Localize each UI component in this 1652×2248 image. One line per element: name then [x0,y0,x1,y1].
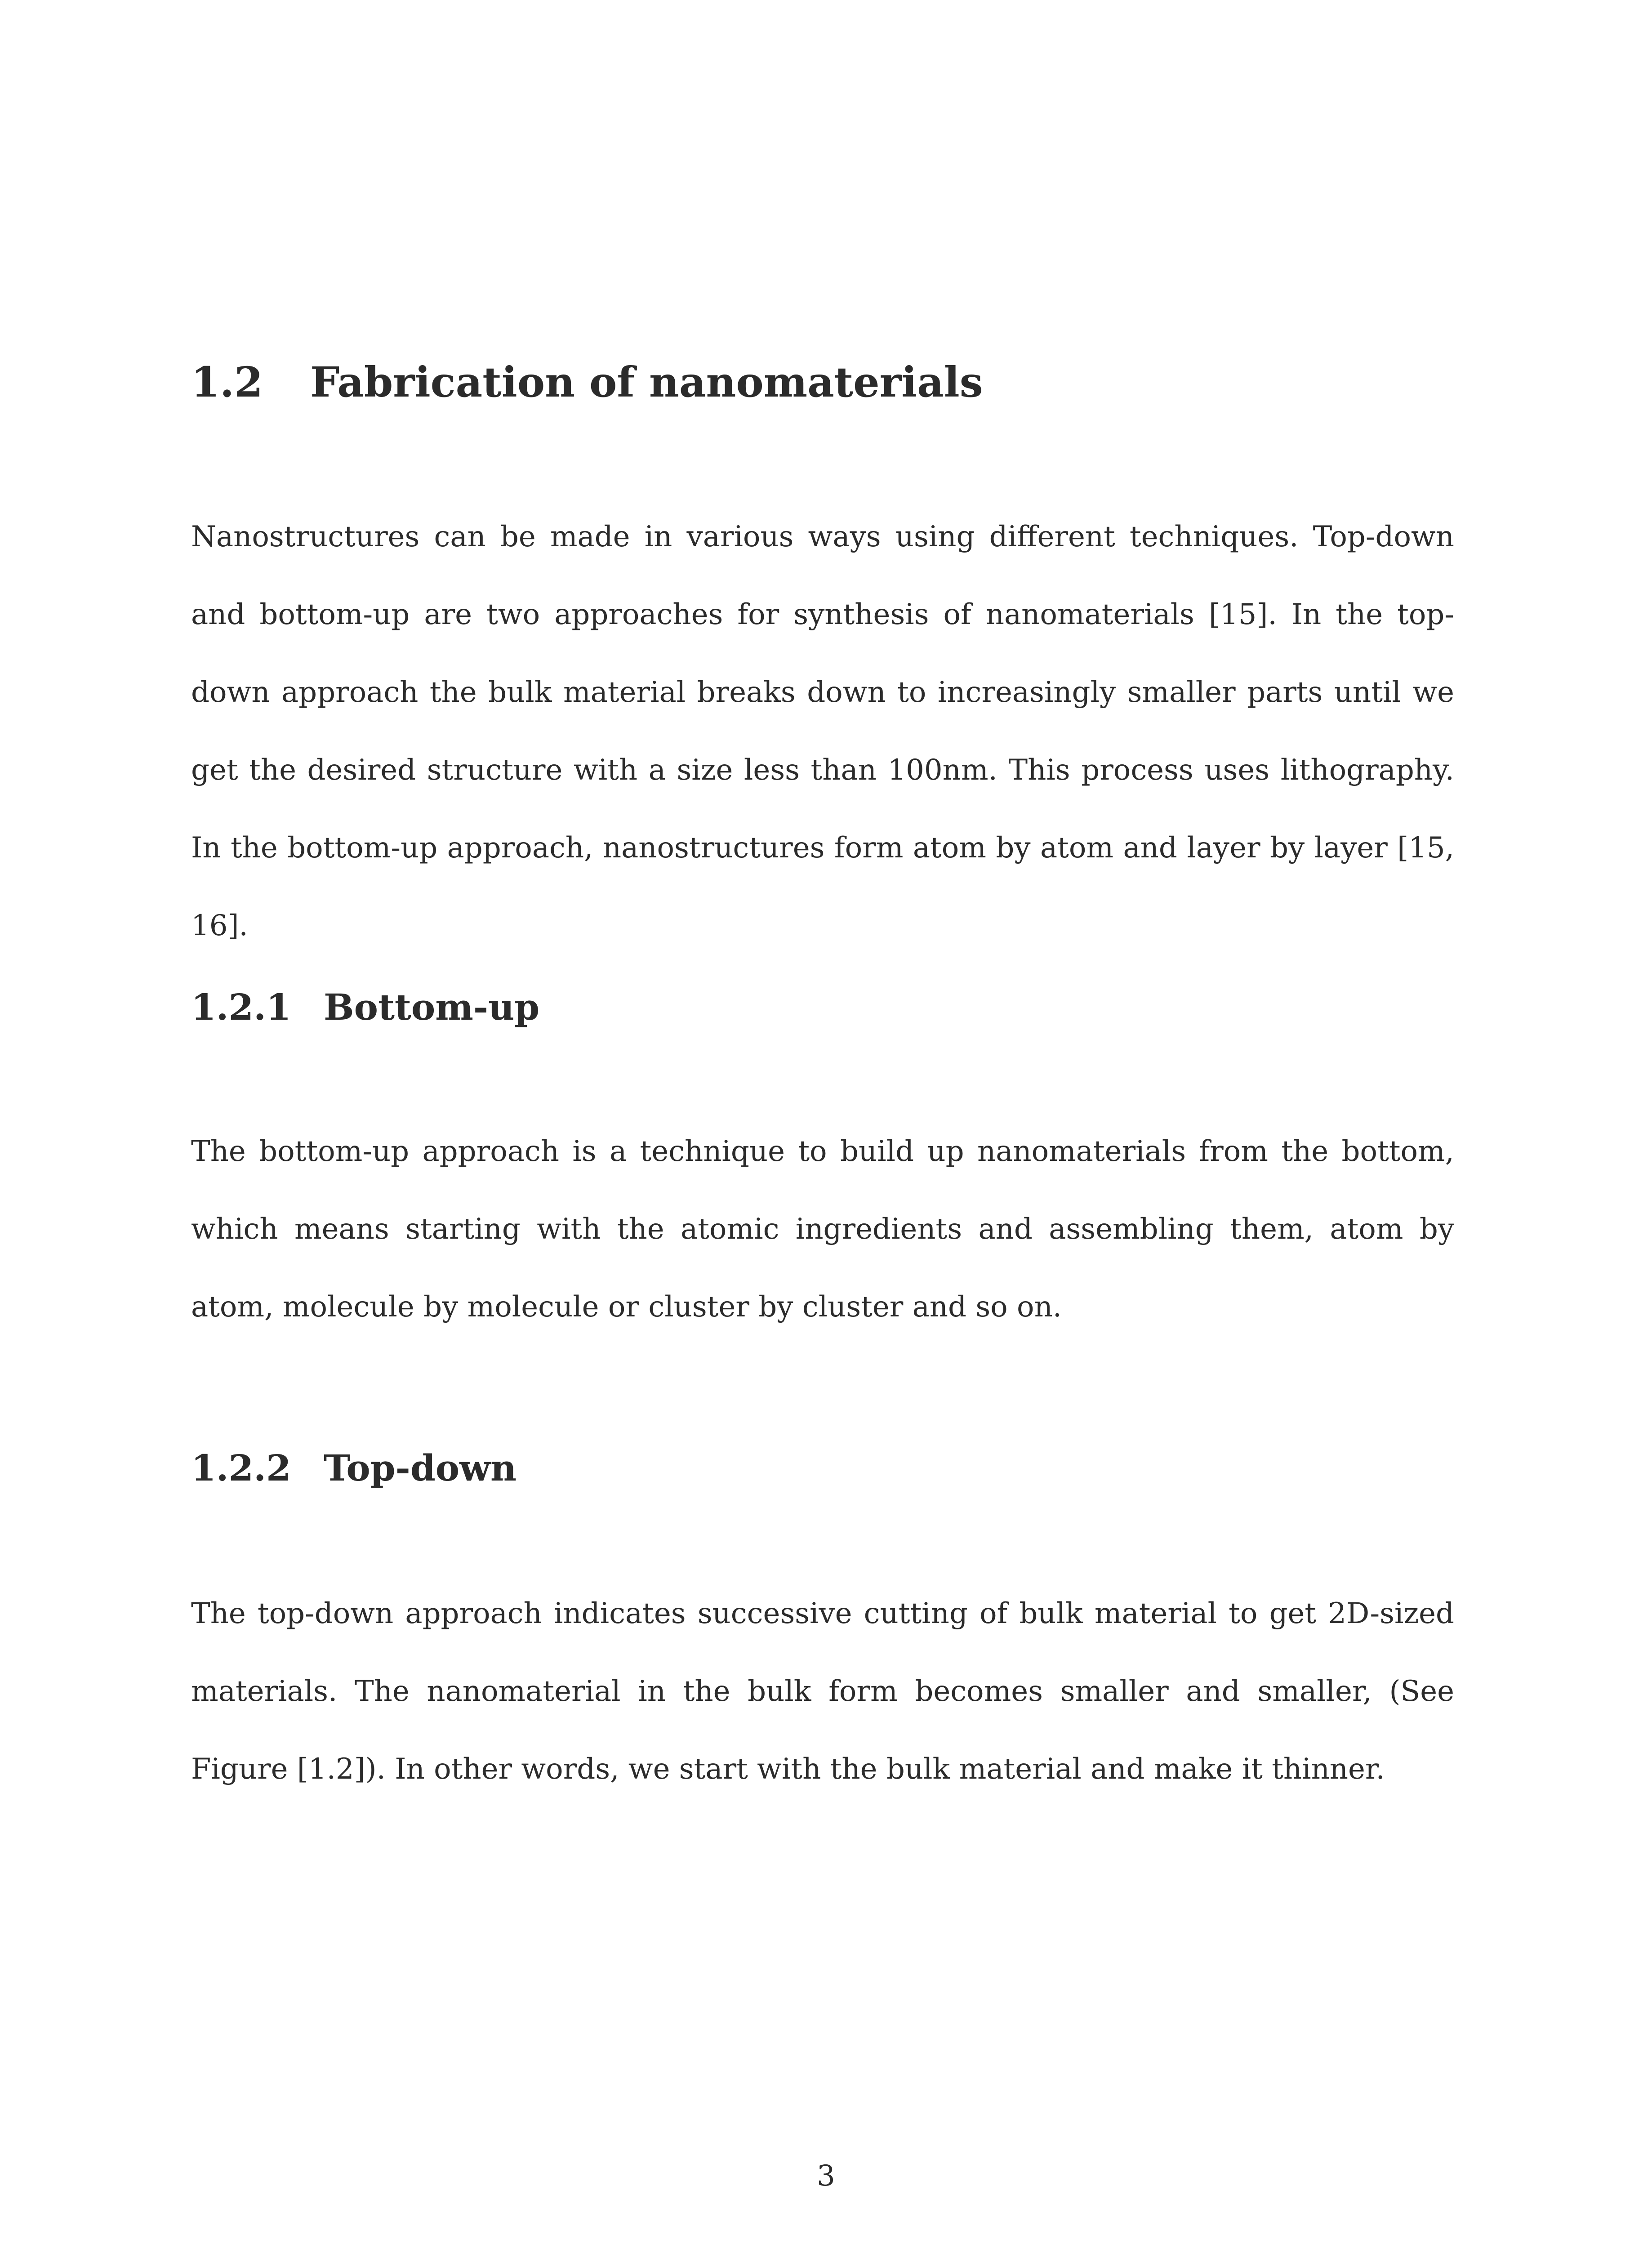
subsection-number: 1.2.2 [191,1447,291,1489]
subsection-title: Bottom-up [324,986,540,1028]
top-down-paragraph: The top-down approach indicates successive cutting of bulk material to get 2D-sized materials. The nanomaterial in the bulk form becomes smaller and smaller, (See Figure [1.2]). In other words, we start with the bulk material and make it thinner. [191,1597,1454,1786]
subsection-number: 1.2.1 [191,986,291,1028]
section-heading [191,355,1454,409]
page-number: 3 [817,2159,835,2193]
bottom-up-paragraph: The bottom-up approach is a technique to build up nanomaterials from the bottom, which means starting with the atomic ingredients and assembling them, atom by atom, molecule by molecule or cluster by cluster and so on. [191,1135,1454,1324]
section-number: 1.2 [191,358,263,406]
subsection-heading-top-down [191,1443,1454,1493]
section-title: Fabrication of nanomaterials [310,358,983,406]
subsection-heading-bottom-up [191,982,1454,1032]
section-paragraph: Nanostructures can be made in various ways using different techniques. Top-down and bottom-up are two approaches for synthesis of nanomaterials [15]. In the top-down approach the bulk material breaks down to increasingly smaller parts until we get the desired structure with a size less than 100nm. This process uses lithography. In the bottom-up approach, nanostructures form atom by atom and layer by layer [15, 16]. [191,520,1454,942]
subsection-title: Top-down [324,1447,517,1489]
